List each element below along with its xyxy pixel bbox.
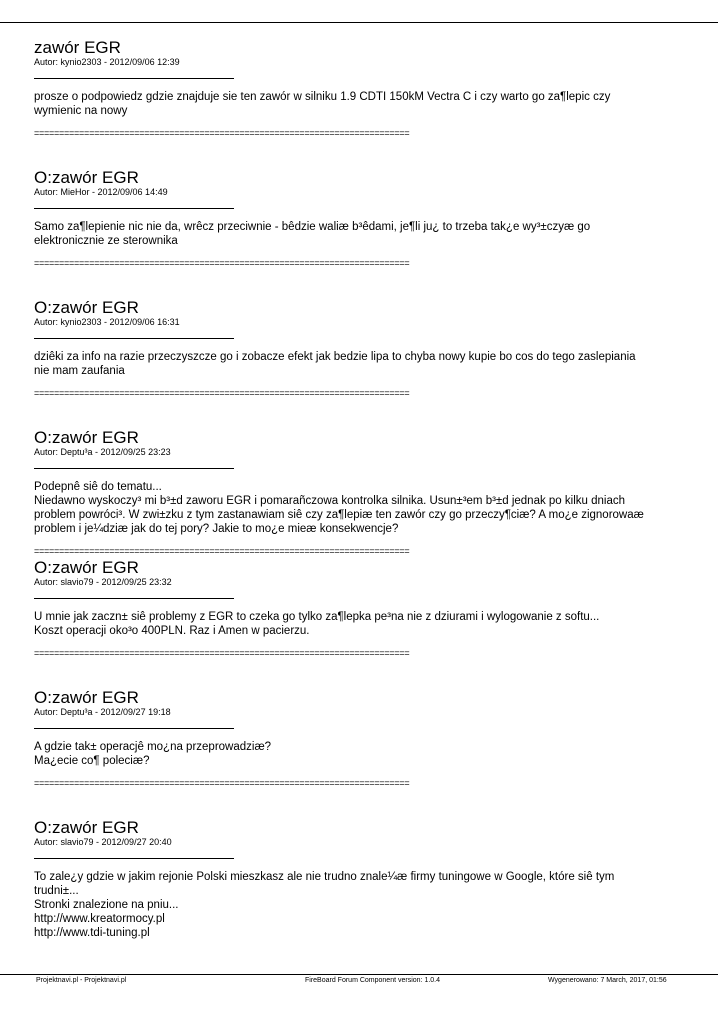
post-rule xyxy=(34,78,234,79)
post-rule xyxy=(34,338,234,339)
post-body: A gdzie tak± operacjê mo¿na przeprowadziæ? Ma¿ecie co¶ poleciæ? xyxy=(34,741,272,767)
post-body: prosze o podpowiedz gdzie znajduje sie ten zawór w silniku 1.9 CDTI 150kM Vectra C i czy warto go za¶lepic czy wymienic na nowy xyxy=(34,91,611,117)
post-title: O:zawór EGR xyxy=(34,298,139,317)
post-title: O:zawór EGR xyxy=(34,688,139,707)
post-rule xyxy=(34,208,234,209)
footer-component-version: FireBoard Forum Component version: 1.0.4 xyxy=(305,977,441,984)
post-rule xyxy=(34,858,234,859)
post-meta: Autor: Deptu³a - 2012/09/25 23:23 xyxy=(34,447,171,457)
post-title: O:zawór EGR xyxy=(34,558,139,577)
post-title: O:zawór EGR xyxy=(34,168,139,187)
post-meta: Autor: kynio2303 - 2012/09/06 12:39 xyxy=(34,57,180,67)
post-7 xyxy=(34,818,694,948)
post-meta: Autor: kynio2303 - 2012/09/06 16:31 xyxy=(34,317,180,327)
post-rule xyxy=(34,468,234,469)
post-rule xyxy=(34,598,234,599)
post-6 xyxy=(34,688,694,818)
post-3 xyxy=(34,298,694,428)
post-separator: =========================================================================== xyxy=(34,648,410,658)
post-body: U mnie jak zaczn± siê problemy z EGR to czeka go tylko za¶lepka pe³na nie z dziurami i wylogowanie z softu... Koszt operacji oko³o 400PLN. Raz i Amen w pacierzu. xyxy=(34,611,600,637)
post-meta: Autor: slavio79 - 2012/09/27 20:40 xyxy=(34,837,172,847)
post-separator: =========================================================================== xyxy=(34,546,410,556)
post-list xyxy=(34,38,694,948)
post-body: dziêki za info na razie przeczyszcze go i zobacze efekt jak bedzie lipa to chyba nowy kupie bo cos do tego zaslepiania nie mam zaufania xyxy=(34,351,636,377)
post-4 xyxy=(34,428,694,558)
post-5 xyxy=(34,558,694,688)
footer-site: Projektnavi.pl - Projektnavi.pl xyxy=(36,977,127,984)
post-body: To zale¿y gdzie w jakim rejonie Polski mieszkasz ale nie trudno znale¼æ firmy tuningowe w Google, które siê tym trudni±... Stronki znalezione na pniu... http://www.kreatormocy.pl http://www.tdi-tuning.pl xyxy=(34,871,615,939)
post-2 xyxy=(34,168,694,298)
post-separator: =========================================================================== xyxy=(34,388,410,398)
post-separator: =========================================================================== xyxy=(34,258,410,268)
post-1 xyxy=(34,38,694,168)
post-body: Samo za¶lepienie nic nie da, wrêcz przeciwnie - bêdzie waliæ b³êdami, je¶li ju¿ to trzeba tak¿e wy³±czyæ go elektronicznie ze sterownika xyxy=(34,221,591,247)
post-separator: =========================================================================== xyxy=(34,778,410,788)
post-meta: Autor: Deptu³a - 2012/09/27 19:18 xyxy=(34,707,171,717)
post-title: zawór EGR xyxy=(34,38,121,57)
post-rule xyxy=(34,728,234,729)
post-body: Podepnê siê do tematu... Niedawno wyskoczy³ mi b³±d zaworu EGR i pomarañczowa kontrolka silnika. Usun±³em b³±d jednak po kilku dniach problem powróci³. W zwi±zku z tym zastanawiam siê czy za¶lepiæ ten zawór czy go przeczy¶ciæ? A mo¿e zignorowaæ problem i je¼dziæ jak do tej pory? Jakie to mo¿e mieæ konsekwencje? xyxy=(34,481,644,535)
footer-rule xyxy=(0,974,718,975)
post-title: O:zawór EGR xyxy=(34,428,139,447)
top-rule xyxy=(0,22,718,23)
footer-generated-date: Wygenerowano: 7 March, 2017, 01:56 xyxy=(548,977,667,984)
post-separator: =========================================================================== xyxy=(34,128,410,138)
post-meta: Autor: MieHor - 2012/09/06 14:49 xyxy=(34,187,168,197)
post-meta: Autor: slavio79 - 2012/09/25 23:32 xyxy=(34,577,172,587)
post-title: O:zawór EGR xyxy=(34,818,139,837)
